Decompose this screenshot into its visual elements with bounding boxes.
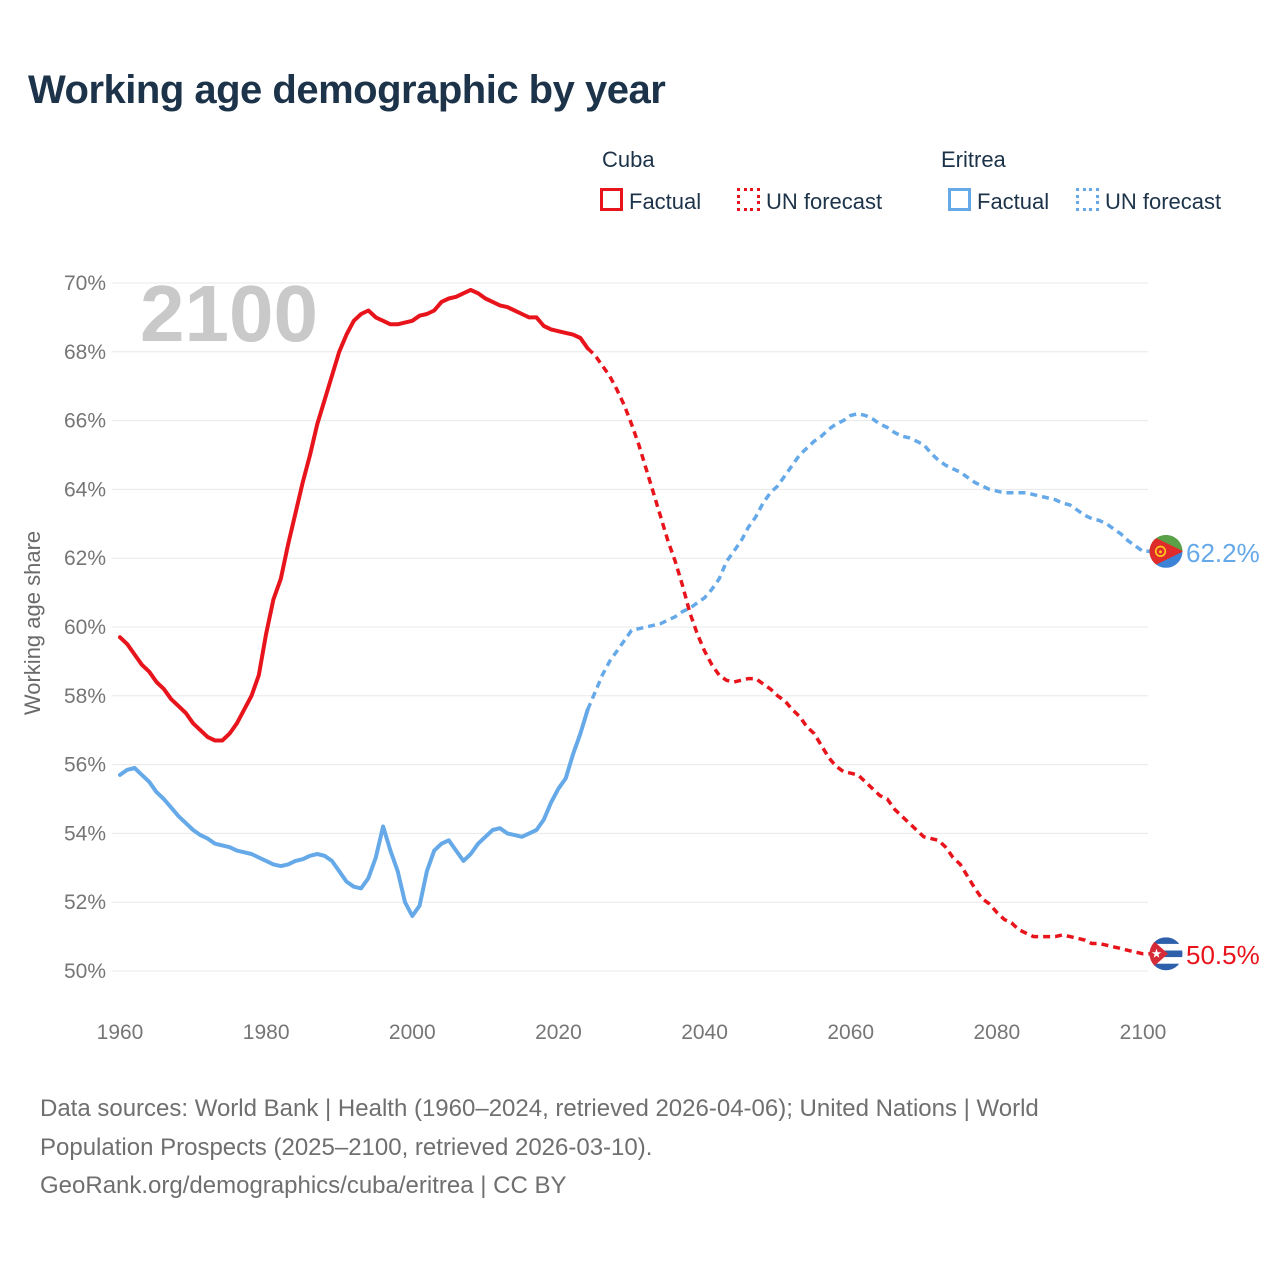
y-tick-label: 52% — [63, 891, 106, 915]
legend-label-cuba-forecast: UN forecast — [766, 189, 883, 214]
legend-label-eritrea-forecast: UN forecast — [1105, 189, 1222, 214]
y-tick-label: 60% — [63, 616, 106, 639]
y-tick-label: 70% — [63, 272, 106, 295]
series-eritrea-solid — [120, 710, 588, 916]
year-watermark: 2100 — [140, 269, 318, 358]
series-eritrea-dashed — [588, 414, 1151, 710]
cuba-flag-icon — [1150, 937, 1183, 970]
x-tick-label: 2000 — [388, 1021, 436, 1044]
y-tick-label: 54% — [63, 822, 106, 846]
y-tick-label: 50% — [63, 960, 106, 983]
x-tick-label: 2060 — [827, 1021, 875, 1044]
legend-country-eritrea: Eritrea — [941, 147, 1006, 172]
eritrea-end-value-label: 62.2% — [1186, 538, 1260, 568]
y-tick-label: 56% — [63, 753, 106, 777]
y-tick-label: 64% — [63, 478, 106, 502]
y-tick-label: 58% — [63, 684, 106, 708]
x-tick-label: 2040 — [681, 1021, 728, 1044]
eritrea-factual-swatch-icon — [948, 188, 971, 211]
cuba-factual-swatch-icon — [600, 188, 623, 211]
page-title: Working age demographic by year — [28, 68, 666, 112]
x-tick-label: 1980 — [242, 1021, 290, 1044]
y-tick-label: 62% — [63, 547, 106, 571]
legend-label-cuba-factual: Factual — [629, 189, 702, 214]
y-tick-label: 68% — [63, 340, 106, 364]
y-axis-title: Working age share — [20, 530, 45, 716]
x-tick-label: 2080 — [973, 1021, 1021, 1044]
series-cuba-dashed — [588, 348, 1151, 953]
footer-line-2: Population Prospects (2025–2100, retrieved 2026-03-10). — [40, 1133, 653, 1161]
x-tick-label: 2100 — [1119, 1021, 1167, 1044]
eritrea-flag-icon — [1150, 535, 1184, 568]
footer-line-3: GeoRank.org/demographics/cuba/eritrea | CC BY — [40, 1172, 567, 1199]
footer-line-1: Data sources: World Bank | Health (1960–2024, retrieved 2026-04-06); United Nations | World — [40, 1095, 1039, 1122]
eritrea-forecast-swatch-icon — [1076, 188, 1099, 211]
data-sources-footer — [40, 1090, 1039, 1206]
legend-label-eritrea-factual: Factual — [977, 189, 1050, 214]
x-tick-label: 2020 — [535, 1021, 582, 1044]
legend-country-cuba: Cuba — [602, 147, 655, 172]
cuba-forecast-swatch-icon — [737, 188, 760, 211]
x-tick-label: 1960 — [96, 1021, 144, 1044]
y-tick-label: 66% — [63, 409, 106, 433]
cuba-end-value-label: 50.5% — [1186, 940, 1260, 970]
